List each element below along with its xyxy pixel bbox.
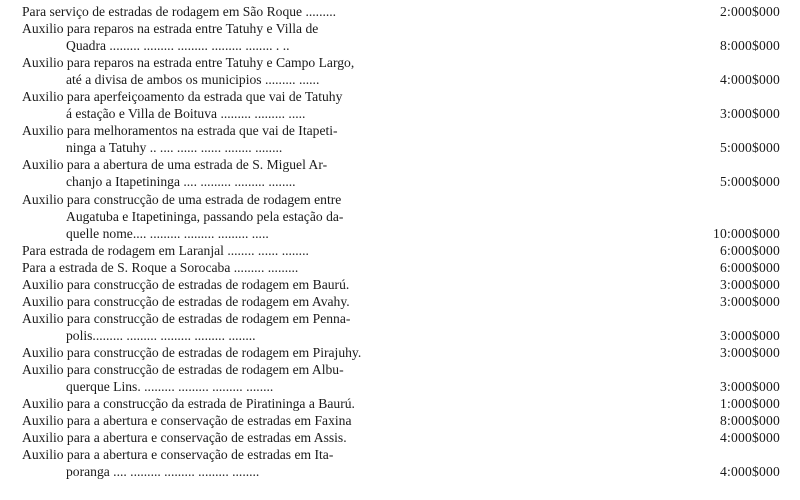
entry-description-line: Auxilio para construcção de estradas de rodagem em Avahy. (22, 293, 350, 309)
ledger-entry (0, 89, 800, 123)
entry-amount: 4:000$000 (720, 72, 780, 88)
entry-amount: 2:000$000 (720, 4, 780, 19)
entry-amount: 4:000$000 (720, 464, 780, 480)
entry-description-line: Para a estrada de S. Roque a Sorocaba ......... ......... (22, 259, 299, 275)
ledger-entry (0, 123, 800, 157)
ledger-entry (0, 413, 800, 430)
entry-description-line: Para serviço de estradas de rodagem em São Roque ......... (22, 4, 337, 19)
entry-description-line: Auxilio para reparos na estrada entre Tatuhy e Villa de (22, 21, 319, 37)
entry-amount: 3:000$000 (720, 379, 780, 395)
ledger-entry (0, 4, 800, 21)
entry-amount: 3:000$000 (720, 345, 780, 360)
ledger-entry (0, 345, 800, 362)
entry-amount: 1:000$000 (720, 396, 780, 412)
entry-amount: 8:000$000 (720, 38, 780, 54)
ledger-entry (0, 294, 800, 311)
entry-description-line: querque Lins. ......... ......... ......... ........ (66, 379, 274, 395)
entry-amount: 3:000$000 (720, 106, 780, 122)
entry-description-line: polis......... ......... ......... ......... ........ (66, 327, 256, 343)
ledger-entry (0, 157, 800, 191)
ledger-entry (0, 311, 800, 345)
entry-description-line: Auxilio para a abertura e conservação de estradas em Faxina (22, 413, 352, 429)
entry-description-line: Auxilio para a construcção da estrada de Piratininga a Baurú. (22, 396, 355, 412)
entry-description-line: Auxilio para a abertura e conservação de estradas em Ita- (22, 447, 334, 463)
entry-description-line: chanjo a Itapetininga .... ......... ......... ........ (66, 174, 296, 190)
entry-description-line: Auxilio para reparos na estrada entre Tatuhy e Campo Largo, (22, 55, 355, 71)
entry-description-line: Auxilio para construcção de estradas de rodagem em Albu- (22, 362, 344, 378)
entry-description-line: Auxilio para construcção de estradas de rodagem em Pirajuhy. (22, 345, 362, 360)
entry-description-line: á estação e Villa de Boituva ......... ......... ..... (66, 106, 306, 122)
entry-amount: 8:000$000 (720, 413, 780, 429)
entry-description-line: Auxilio para construcção de estradas de rodagem em Penna- (22, 310, 351, 326)
entry-description-line: Auxilio para construcção de uma estrada de rodagem entre (22, 191, 342, 207)
entry-description-line: até a divisa de ambos os municipios ......... ...... (66, 72, 320, 88)
ledger-entry (0, 260, 800, 277)
entry-amount: 6:000$000 (720, 259, 780, 275)
ledger-entry (0, 396, 800, 413)
entry-description-line: Auxilio para a abertura de uma estrada de S. Miguel Ar- (22, 157, 328, 173)
entry-amount: 3:000$000 (720, 276, 780, 292)
entry-amount: 6:000$000 (720, 242, 780, 258)
entry-description-line: Auxilio para a abertura e conservação de estradas em Assis. (22, 430, 347, 446)
ledger-entry (0, 277, 800, 294)
entry-amount: 3:000$000 (720, 293, 780, 309)
entry-description-line: ninga a Tatuhy .. .... ...... ...... ........ ........ (66, 140, 283, 156)
entry-amount: 10:000$000 (713, 225, 780, 241)
entry-amount: 5:000$000 (720, 140, 780, 156)
entry-amount: 5:000$000 (720, 174, 780, 190)
entry-amount: 3:000$000 (720, 327, 780, 343)
entry-description-line: quelle nome.... ......... ......... ......... ..... (66, 225, 269, 241)
ledger-entry (0, 55, 800, 89)
ledger-entry (0, 447, 800, 481)
entry-description-line: Para estrada de rodagem em Laranjal ........ ...... ........ (22, 242, 309, 258)
entry-description-line: Auxilio para aperfeiçoamento da estrada que vai de Tatuhy (22, 89, 343, 105)
entry-amount: 4:000$000 (720, 430, 780, 446)
entry-description-line: poranga .... ......... ......... ......... ........ (66, 464, 260, 480)
ledger-entry (0, 430, 800, 447)
entry-description-line: Auxilio para construcção de estradas de rodagem em Baurú. (22, 276, 350, 292)
ledger-entry (0, 21, 800, 55)
ledger-entry (0, 192, 800, 243)
entry-description-line: Auxilio para melhoramentos na estrada que vai de Itapeti- (22, 123, 338, 139)
entry-description-line: Quadra ......... ......... ......... ......... ........ . .. (66, 38, 290, 54)
ledger-entry (0, 243, 800, 260)
entry-description-line: Augatuba e Itapetininga, passando pela estação da- (66, 208, 344, 224)
ledger-entry (0, 362, 800, 396)
